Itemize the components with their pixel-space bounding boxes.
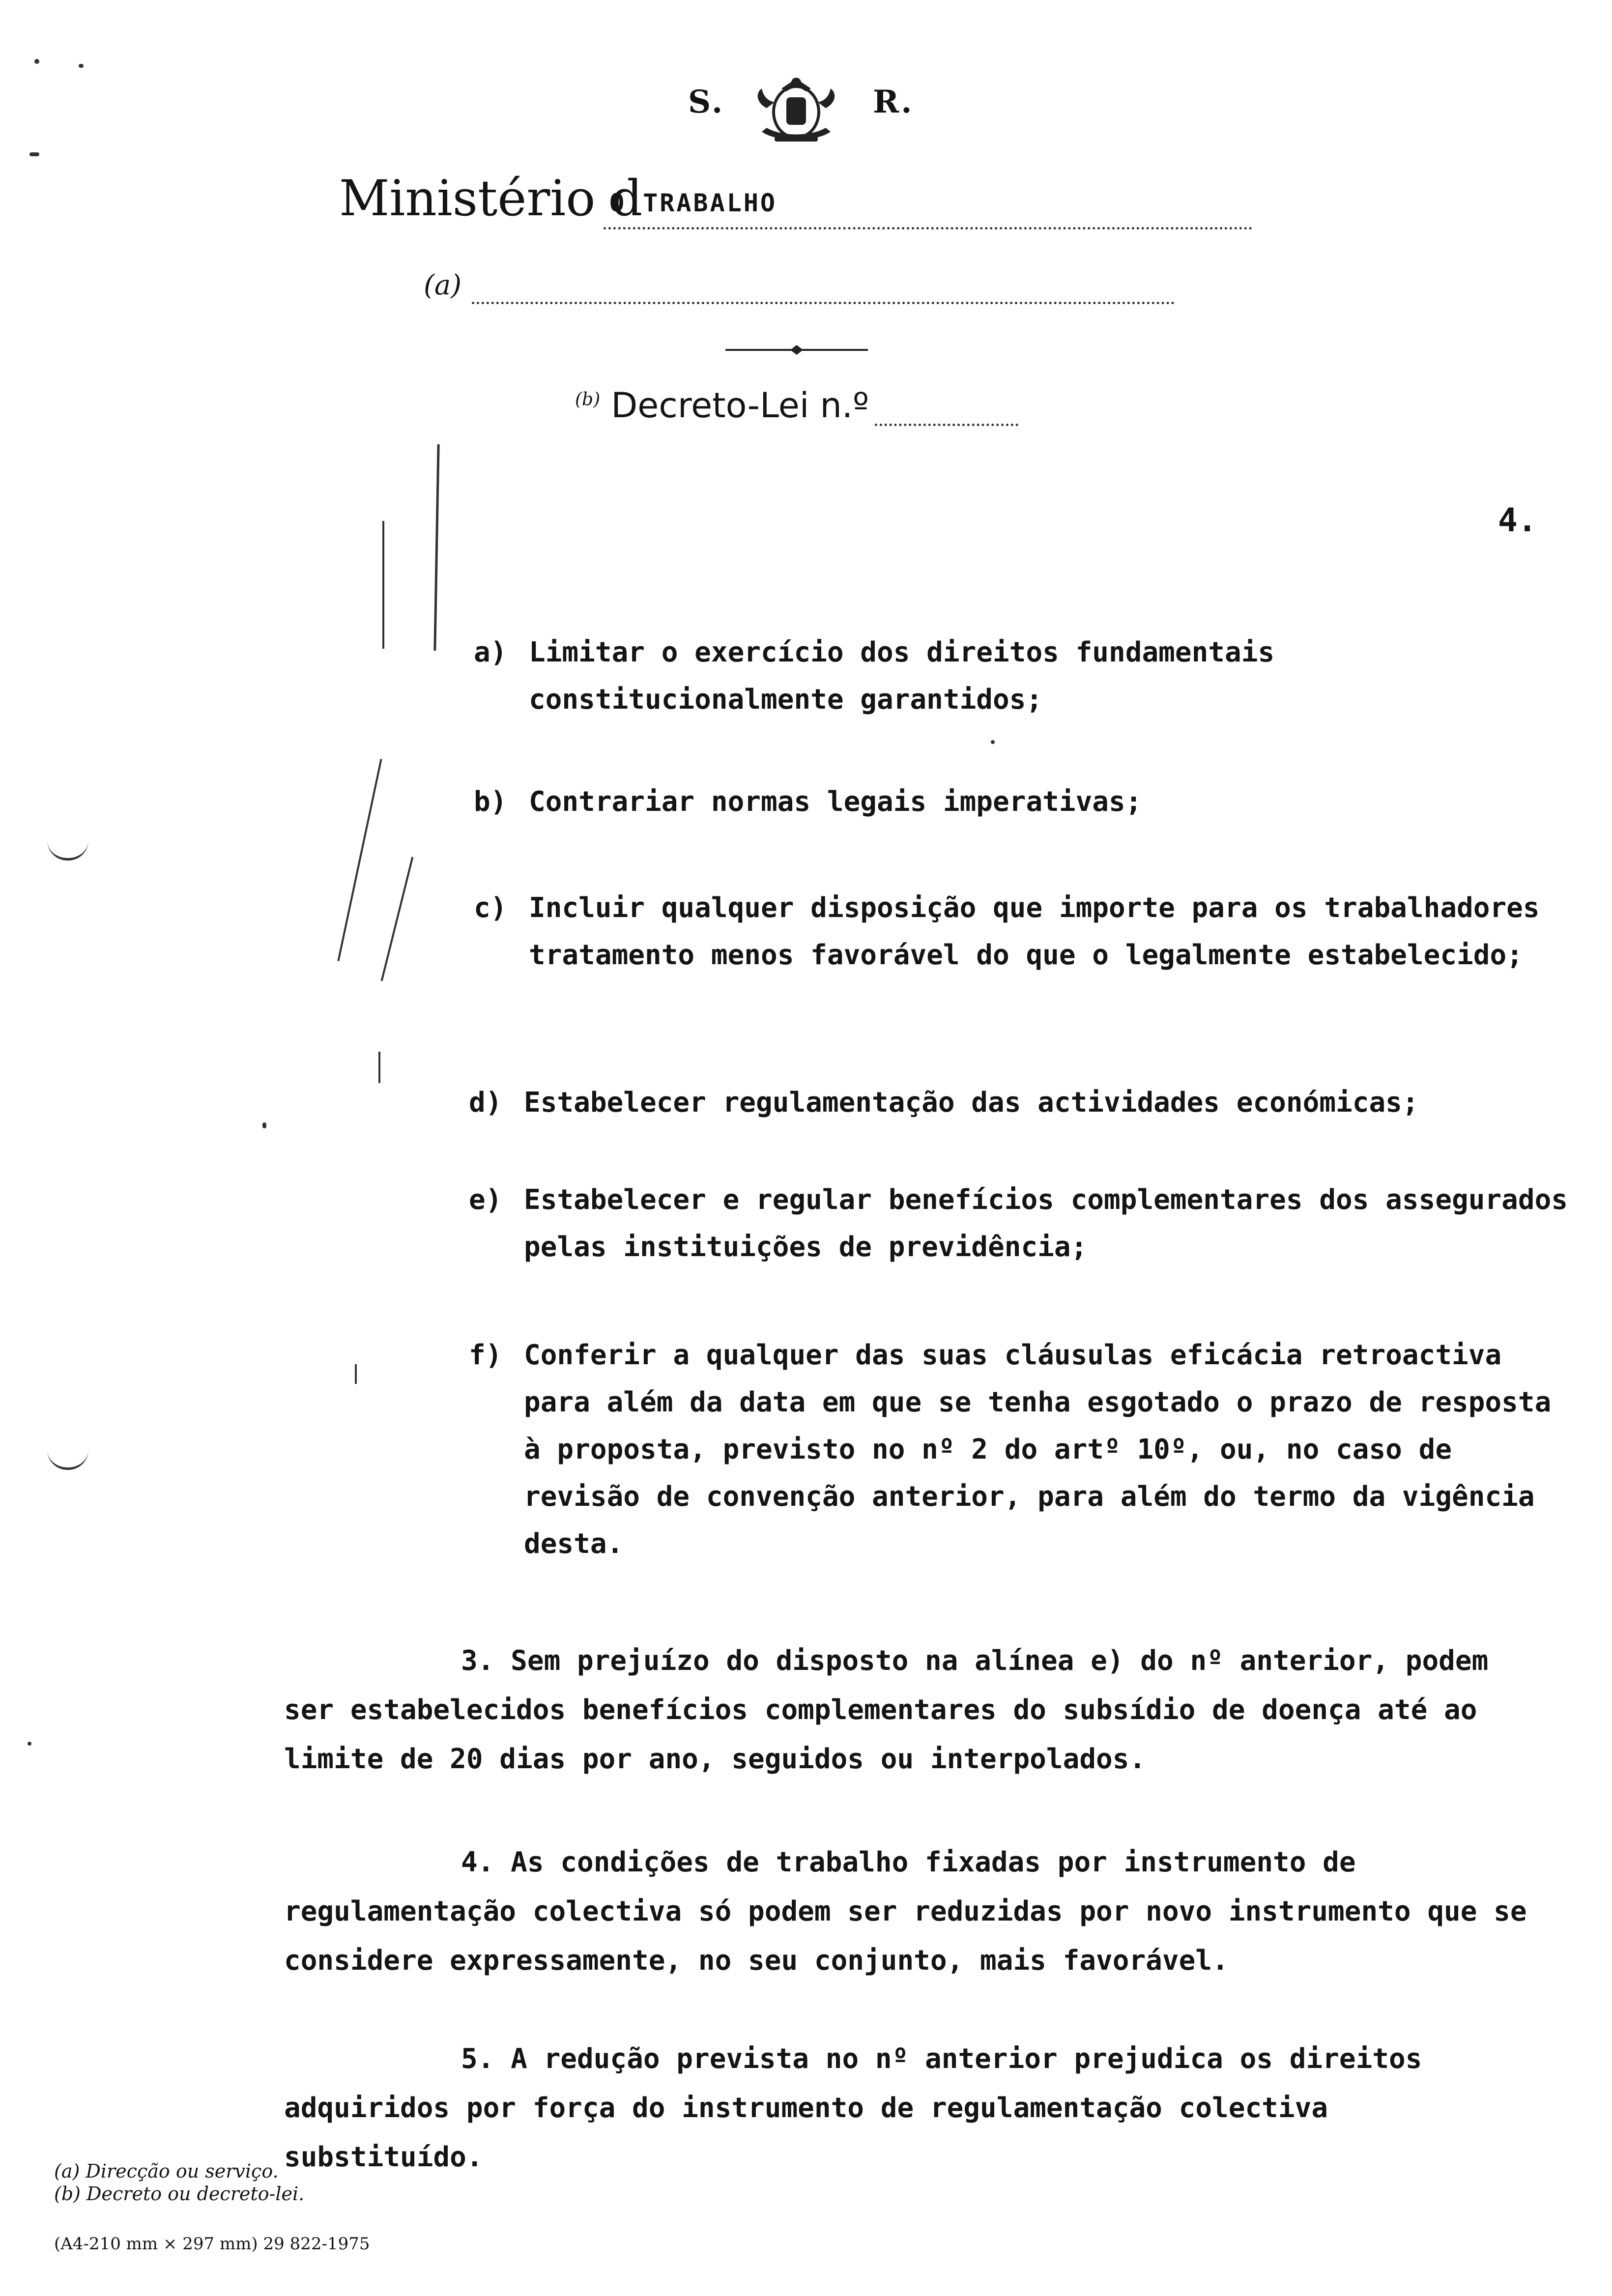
clause-label: a) [474,636,507,668]
page-number: 4. [1498,501,1537,539]
clause-a [474,629,1576,723]
direction-dotted-line [472,302,1175,304]
clause-label: d) [469,1087,502,1119]
clause-label: f) [469,1339,502,1371]
clause-text: Limitar o exercício dos direitos fundamentais constitucionalmente garantidos; [529,636,1275,716]
decreto-text: Decreto-Lei n.º [611,385,869,426]
clause-text: Contrariar normas legais imperativas; [529,786,1142,818]
divider-ornament [725,344,868,356]
header-left-letter: S. [688,84,725,120]
margin-scratch [382,521,384,649]
decreto-dotted-line [875,424,1018,426]
clause-text: Estabelecer regulamentação das actividades económicas; [524,1087,1419,1119]
margin-scratch [381,857,414,981]
clause-b [474,778,1576,826]
margin-dot [262,1122,266,1128]
margin-dot [29,152,39,156]
ministry-name: O TRABALHO [609,189,777,217]
margin-scratch [378,1052,380,1083]
clause-text: Conferir a qualquer das suas cláusulas eficácia retroactiva para além da data em que se tenha esgotado o prazo de resposta à proposta, previsto no nº 2 do artº 10º, ou, no caso de revisão de convenção anterior, para além do termo da vigência desta. [524,1339,1552,1560]
margin-dot [34,59,39,64]
margin-scratch [355,1364,357,1384]
clause-label: b) [474,786,507,818]
paragraph-4: 4. As condições de trabalho fixadas por instrumento de regulamentação colectiva só podem ser reduzidas por novo instrumento que se considere expressamente, no seu conjunto, mais favorável. [284,1846,1527,1977]
clause-text: Incluir qualquer disposição que importe para os trabalhadores tratamento menos favorável do que o legalmente estabelecido; [529,892,1540,971]
direction-marker: (a) [424,269,462,301]
clause-label: e) [469,1184,502,1216]
coat-of-arms-icon [747,74,845,147]
form-code: (A4-210 mm × 297 mm) 29 822-1975 [54,2234,370,2254]
paragraph-5: 5. A redução prevista no nº anterior prejudica os direitos adquiridos por força do instrumento de regulamentação colectiva substituído. [284,2043,1422,2173]
margin-scratch [337,759,382,961]
margin-dot [991,740,995,744]
clause-text: Estabelecer e regular benefícios complementares dos assegurados pelas instituições de previdência; [524,1184,1568,1263]
clause-c [474,885,1576,979]
paragraph-3: 3. Sem prejuízo do disposto na alínea e) do nº anterior, podem ser estabelecidos benefícios complementares do subsídio de doença até ao limite de 20 dias por ano, seguidos ou interpolados. [284,1645,1489,1775]
clause-f [469,1332,1571,1568]
ministry-dotted-line [604,227,1252,230]
header-right-letter: R. [873,84,914,120]
decreto-lei-label [575,385,869,426]
margin-dot [28,1742,31,1746]
margin-dot [79,64,84,68]
margin-arc [47,1450,88,1470]
clause-d [469,1079,1571,1126]
decreto-marker: (b) [575,389,601,410]
footnote-a: (a) Direcção ou serviço. [54,2160,279,2182]
ministry-title: Ministério d [339,170,643,227]
margin-scratch [433,444,439,651]
clause-e [469,1177,1571,1271]
clause-label: c) [474,892,507,924]
footnote-b: (b) Decreto ou decreto-lei. [54,2183,305,2205]
margin-arc [47,840,88,861]
